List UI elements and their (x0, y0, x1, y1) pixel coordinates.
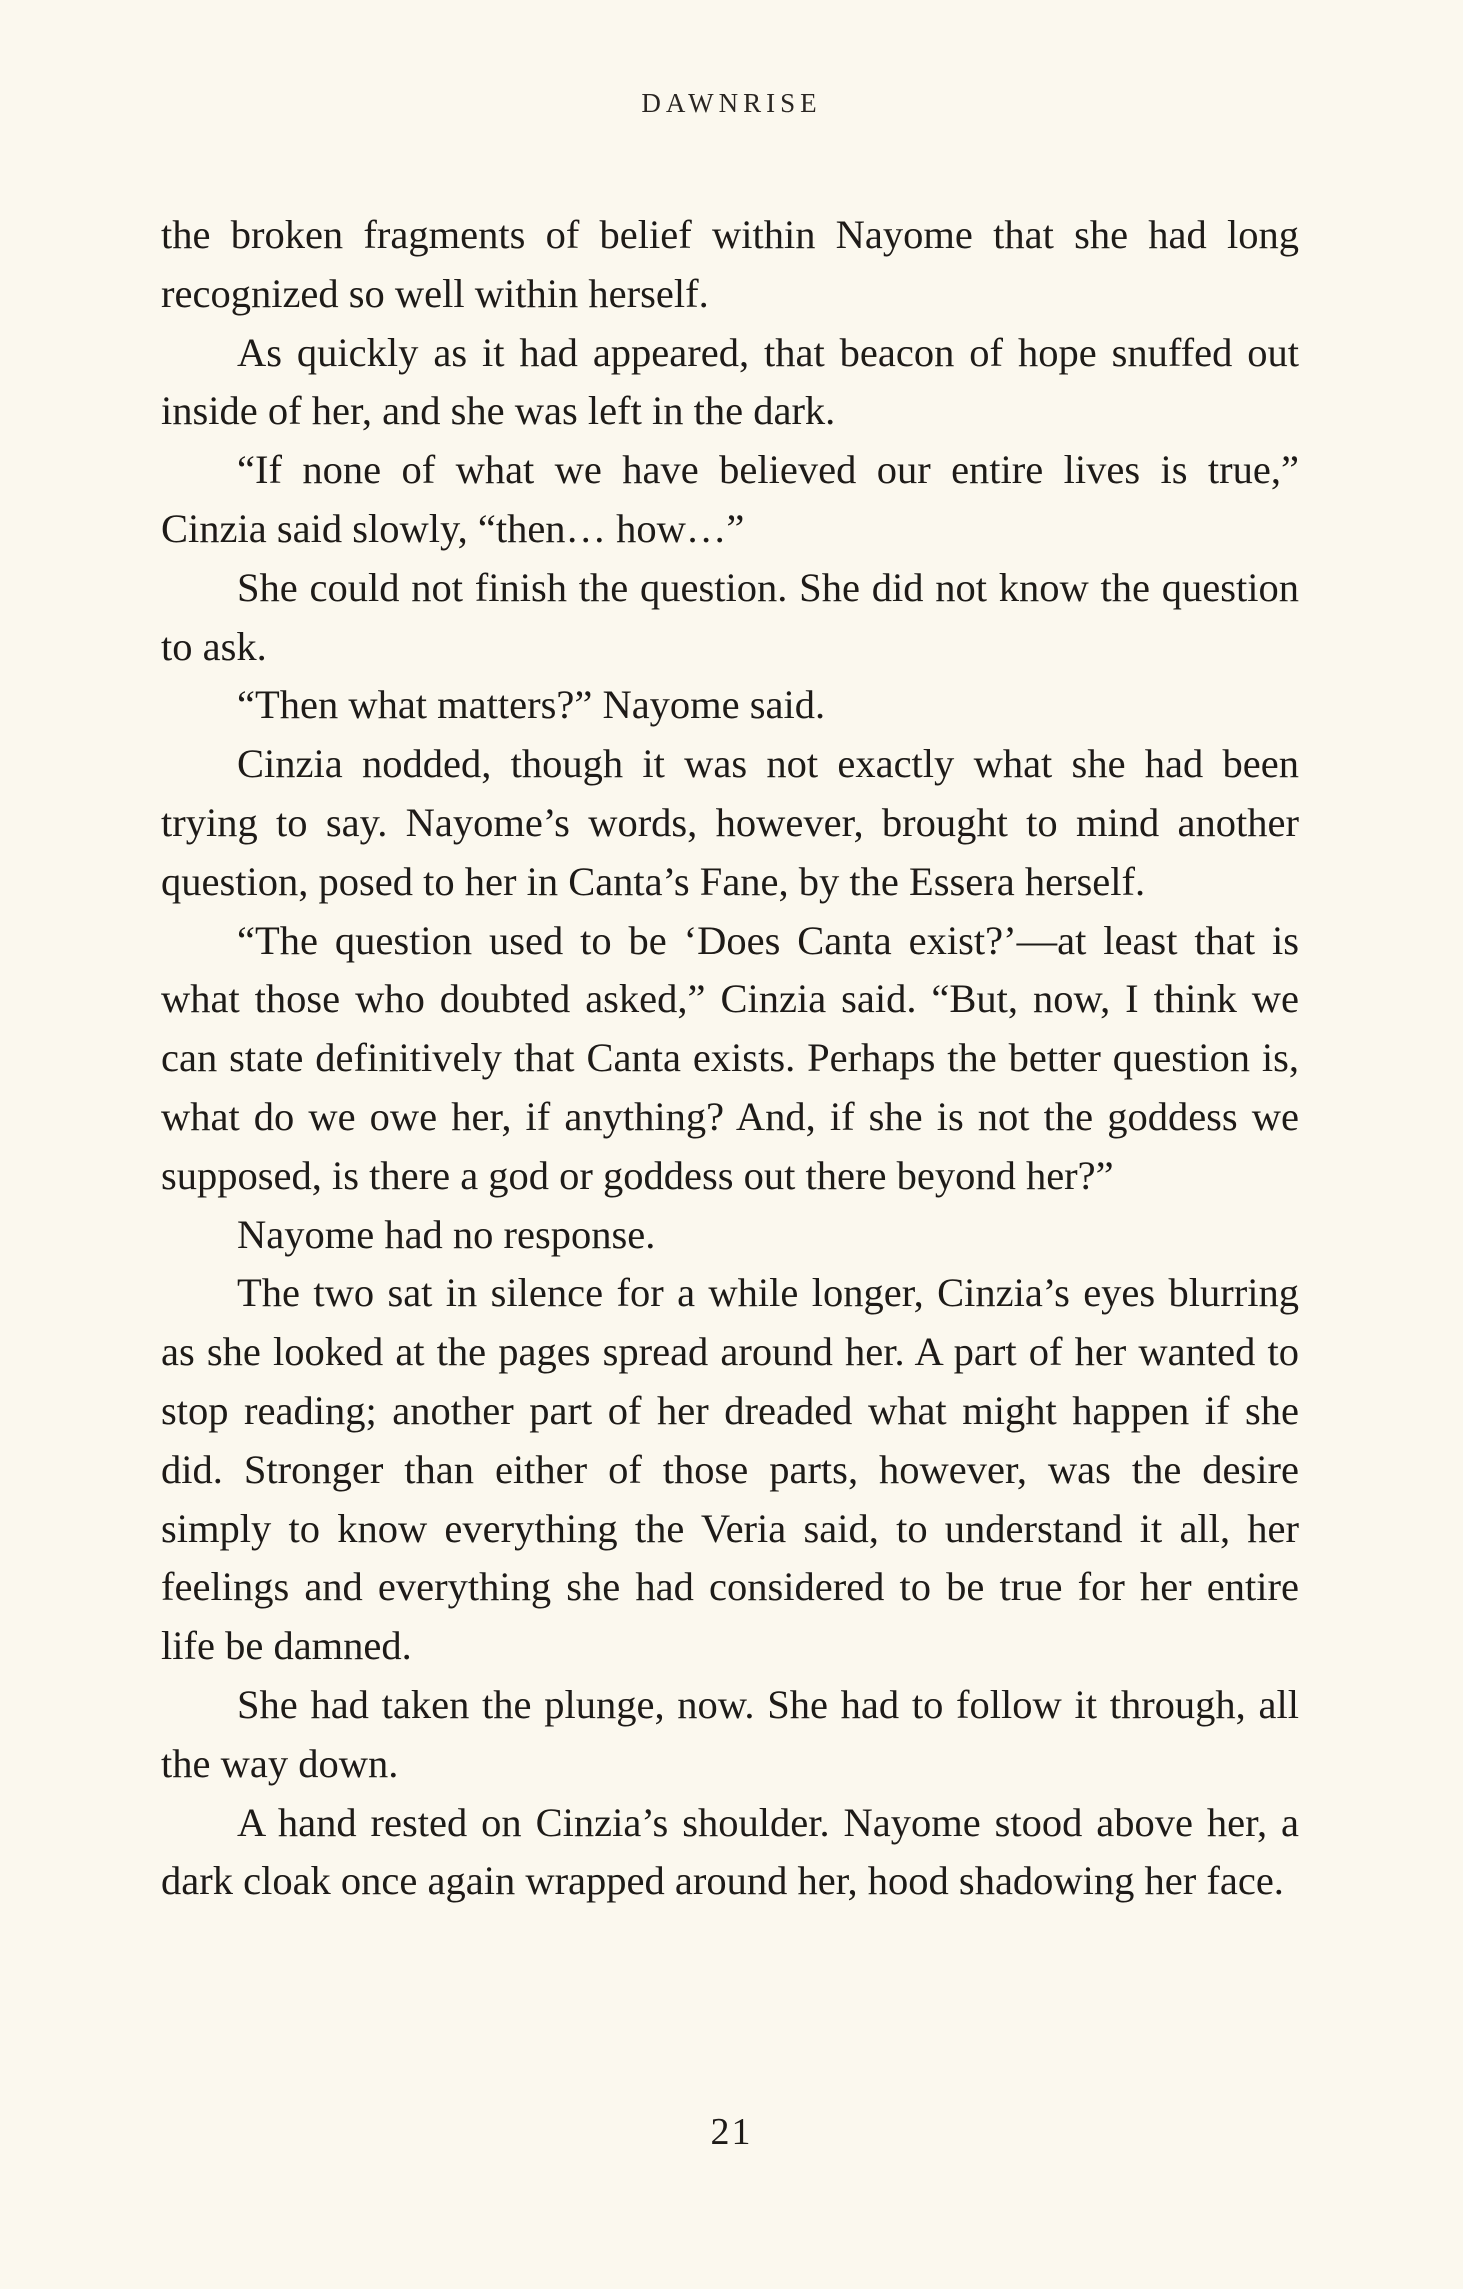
paragraph: The two sat in silence for a while longer, Cinzia’s eyes blurring as she looked at the pages spread around her. A part of her wanted to stop reading; another part of her dreaded what might happen if she did. Stronger than either of those parts, however, was the desire simply to know everything the Veria said, to understand it all, her feelings and everything she had considered to be true for her entire life be damned. (161, 1270, 1299, 1669)
paragraph: As quickly as it had appeared, that beacon of hope snuffed out inside of her, and she was left in the dark. (161, 329, 1299, 434)
page-number: 21 (710, 2111, 753, 2153)
paragraph: “If none of what we have believed our entire lives is true,” Cinzia said slowly, “then… how…” (161, 447, 1299, 551)
paragraph: Cinzia nodded, though it was not exactly what she had been trying to say. Nayome’s words, however, brought to mind another question, posed to her in Canta’s Fane, by the Essera herself. (161, 741, 1299, 904)
paragraph: “Then what matters?” Nayome said. (237, 682, 826, 728)
paragraph: Nayome had no response. (237, 1211, 656, 1257)
paragraph: “The question used to be ‘Does Canta exist?’—at least that is what those who doubted asked,” Cinzia said. “But, now, I think we can state definitively that Canta exists. Perhaps the better question is, what do we owe her, if anything? And, if she is not the goddess we supposed, is there a god or goddess out there beyond her?” (161, 917, 1299, 1198)
paragraph: She had taken the plunge, now. She had to follow it through, all the way down. (161, 1681, 1299, 1786)
paragraph: the broken fragments of belief within Nayome that she had long recognized so well within herself. (161, 212, 1299, 316)
paragraph: A hand rested on Cinzia’s shoulder. Nayome stood above her, a dark cloak once again wrapped around her, hood shadowing her face. (161, 1799, 1299, 1904)
body-text (161, 206, 1299, 1911)
running-head: DAWNRISE (641, 88, 822, 118)
paragraph: She could not finish the question. She did not know the question to ask. (161, 564, 1299, 669)
